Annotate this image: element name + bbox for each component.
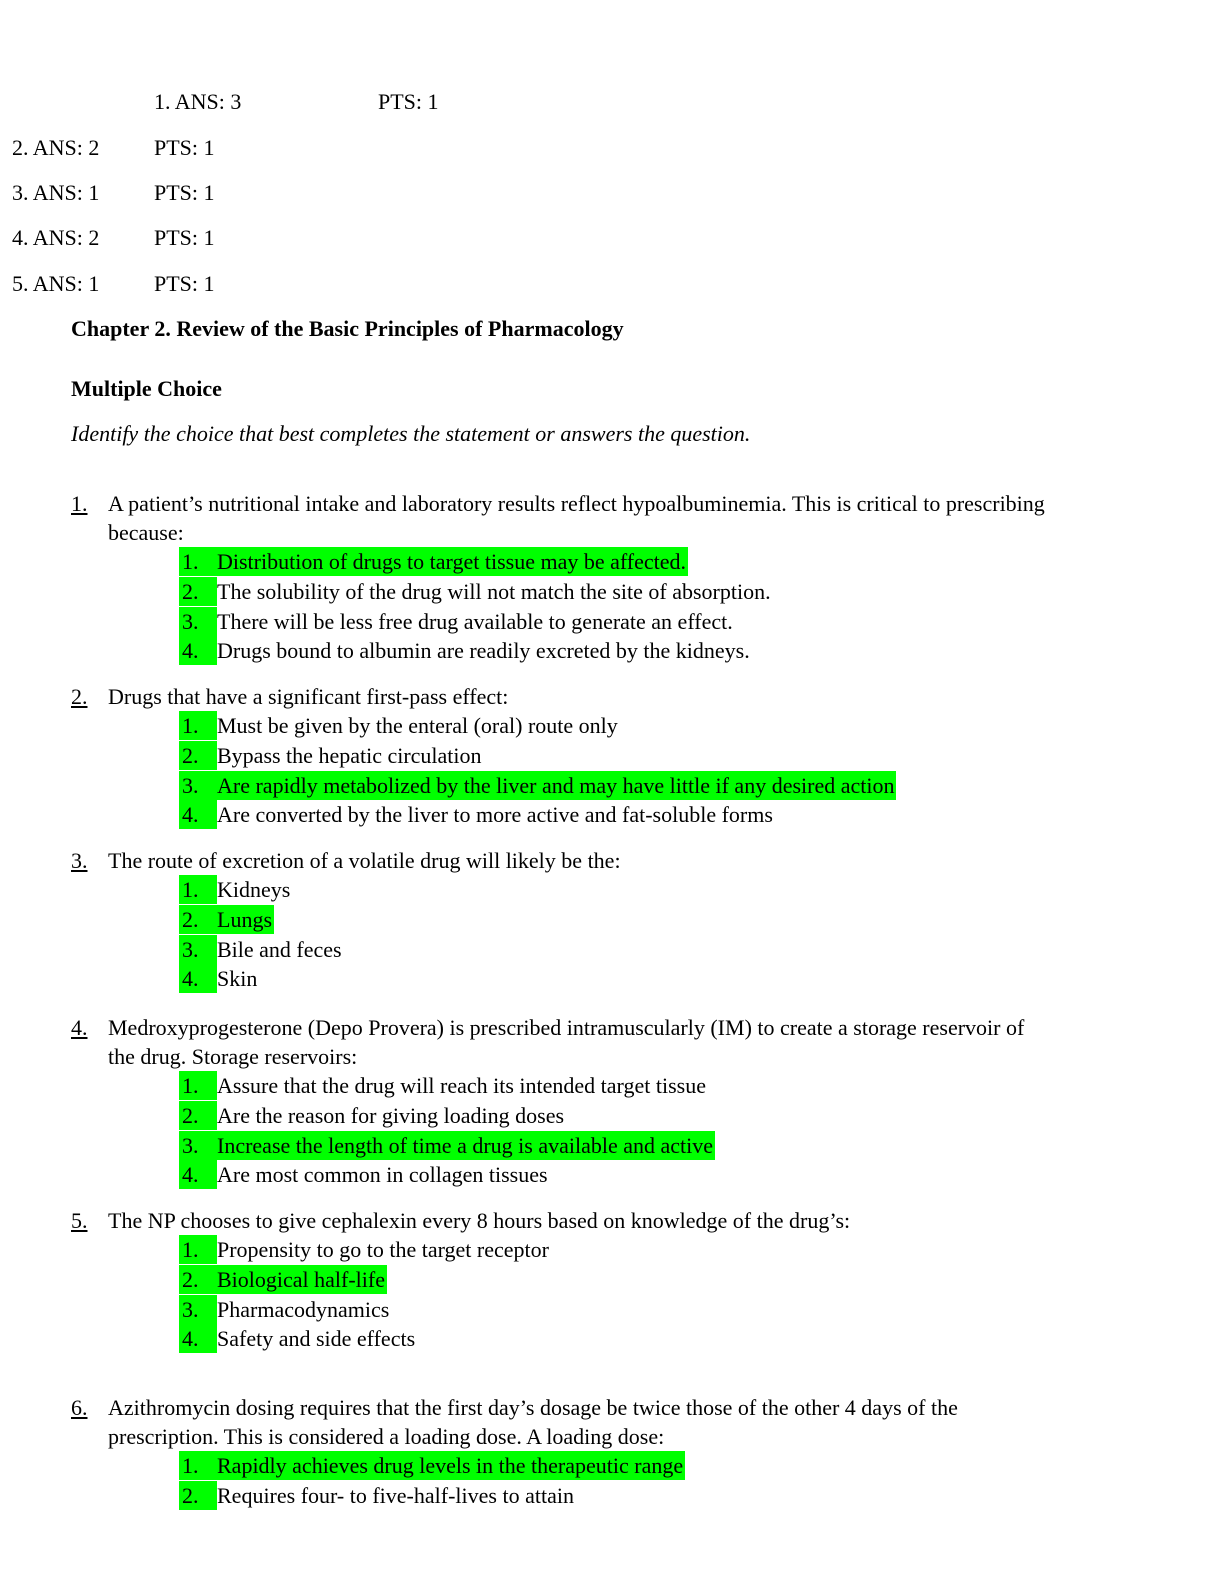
option-number: 2. — [179, 741, 217, 770]
option-text-correct: Are rapidly metabolized by the liver and may have little if any desired action — [217, 772, 895, 798]
answer-key-5-pts: PTS: 1 — [154, 271, 215, 296]
question-number: 1. — [71, 491, 88, 516]
answer-key-2-pts: PTS: 1 — [154, 135, 215, 160]
option-row[interactable] — [179, 711, 1151, 741]
option-row[interactable] — [179, 1295, 1151, 1325]
option-number: 4. — [179, 800, 217, 829]
option-text: Drugs bound to albumin are readily excreted by the kidneys. — [217, 638, 750, 664]
instructions: Identify the choice that best completes the statement or answers the question. — [71, 421, 751, 446]
option-text: The solubility of the drug will not match the site of absorption. — [217, 578, 771, 604]
option-text: Bile and feces — [217, 936, 342, 962]
option-text-correct: Distribution of drugs to target tissue may be affected. — [217, 549, 687, 574]
question-number: 2. — [71, 684, 88, 709]
option-text: Kidneys — [217, 877, 291, 902]
question-3 — [71, 846, 1151, 994]
answer-key-1-ans: 1. ANS: 3 — [154, 89, 242, 114]
option-text: Assure that the drug will reach its intended target tissue — [217, 1073, 706, 1098]
option-number: 4. — [179, 1160, 217, 1189]
option-row[interactable] — [179, 1101, 1151, 1131]
question-text: Azithromycin dosing requires that the first day’s dosage be twice those of the other 4 days of the — [108, 1395, 958, 1420]
option-row[interactable] — [179, 905, 1151, 935]
question-6 — [71, 1393, 1151, 1511]
option-text: Are converted by the liver to more active and fat-soluble forms — [217, 802, 773, 828]
option-text: Are most common in collagen tissues — [217, 1162, 548, 1188]
option-text: Bypass the hepatic circulation — [217, 742, 482, 768]
answer-key-5-ans: 5. ANS: 1 — [12, 271, 100, 296]
option-row[interactable] — [179, 771, 1151, 801]
option-number: 3. — [179, 771, 217, 800]
answer-key-4-pts: PTS: 1 — [154, 225, 215, 250]
option-row[interactable] — [179, 935, 1151, 965]
option-row[interactable] — [179, 800, 1151, 830]
question-text: The NP chooses to give cephalexin every 8 hours based on knowledge of the drug’s: — [108, 1208, 851, 1233]
question-text: The route of excretion of a volatile drug will likely be the: — [108, 848, 621, 873]
option-text-correct: Biological half-life — [217, 1266, 385, 1292]
option-row[interactable] — [179, 636, 1151, 666]
question-number: 5. — [71, 1208, 88, 1233]
option-row[interactable] — [179, 1265, 1151, 1295]
question-text: A patient’s nutritional intake and laboratory results reflect hypoalbuminemia. This is critical to prescribing — [108, 491, 1045, 516]
option-row[interactable] — [179, 875, 1151, 905]
option-row[interactable] — [179, 741, 1151, 771]
option-number: 3. — [179, 1295, 217, 1324]
option-text-correct: Lungs — [217, 906, 272, 932]
option-number: 1. — [179, 547, 217, 576]
option-number: 3. — [179, 1131, 217, 1160]
answer-key-3-ans: 3. ANS: 1 — [12, 180, 100, 205]
option-number: 2. — [179, 1481, 217, 1510]
answer-key-3-pts: PTS: 1 — [154, 180, 215, 205]
option-text-correct: Increase the length of time a drug is available and active — [217, 1132, 714, 1158]
question-1 — [71, 489, 1151, 666]
answer-key-1-pts: PTS: 1 — [378, 89, 439, 114]
option-text: Requires four- to five-half-lives to attain — [217, 1482, 574, 1508]
question-text: Drugs that have a significant first-pass effect: — [108, 684, 509, 709]
option-number: 2. — [179, 905, 217, 934]
option-text: Safety and side effects — [217, 1326, 416, 1352]
option-text: Are the reason for giving loading doses — [217, 1102, 565, 1128]
option-number: 2. — [179, 1265, 217, 1294]
option-number: 4. — [179, 636, 217, 665]
option-number: 1. — [179, 1071, 217, 1100]
option-text: There will be less free drug available to generate an effect. — [217, 608, 733, 634]
section-title: Multiple Choice — [71, 376, 222, 401]
question-2 — [71, 682, 1151, 830]
option-text: Skin — [217, 966, 258, 992]
option-number: 3. — [179, 935, 217, 964]
option-row[interactable] — [179, 964, 1151, 994]
option-row[interactable] — [179, 1235, 1151, 1265]
question-number: 4. — [71, 1015, 88, 1040]
option-row[interactable] — [179, 1131, 1151, 1161]
question-text-cont: prescription. This is considered a loading dose. A loading dose: — [108, 1424, 665, 1449]
option-number: 2. — [179, 577, 217, 606]
question-number: 3. — [71, 848, 88, 873]
answer-key-2-ans: 2. ANS: 2 — [12, 135, 100, 160]
option-number: 1. — [179, 711, 217, 740]
chapter-title: Chapter 2. Review of the Basic Principles of Pharmacology — [71, 316, 624, 341]
option-number: 1. — [179, 875, 217, 904]
question-number: 6. — [71, 1395, 88, 1420]
question-4 — [71, 1013, 1151, 1190]
option-text: Must be given by the enteral (oral) route only — [217, 713, 618, 738]
option-number: 1. — [179, 1451, 217, 1480]
answer-key-4-ans: 4. ANS: 2 — [12, 225, 100, 250]
option-row[interactable] — [179, 1451, 1151, 1481]
option-number: 4. — [179, 1324, 217, 1353]
option-text: Propensity to go to the target receptor — [217, 1237, 549, 1262]
option-number: 2. — [179, 1101, 217, 1130]
option-row[interactable] — [179, 1324, 1151, 1354]
question-text: Medroxyprogesterone (Depo Provera) is prescribed intramuscularly (IM) to create a storage reservoir of — [108, 1015, 1025, 1040]
option-row[interactable] — [179, 1160, 1151, 1190]
option-row[interactable] — [179, 577, 1151, 607]
option-number: 3. — [179, 607, 217, 636]
question-5 — [71, 1206, 1151, 1354]
question-text-cont: the drug. Storage reservoirs: — [108, 1044, 358, 1069]
option-text: Pharmacodynamics — [217, 1296, 390, 1322]
option-number: 1. — [179, 1235, 217, 1264]
option-number: 4. — [179, 964, 217, 993]
option-row[interactable] — [179, 1071, 1151, 1101]
option-row[interactable] — [179, 547, 1151, 577]
option-row[interactable] — [179, 1481, 1151, 1511]
option-row[interactable] — [179, 607, 1151, 637]
question-text-cont: because: — [108, 520, 184, 545]
option-text-correct: Rapidly achieves drug levels in the therapeutic range — [217, 1453, 684, 1478]
